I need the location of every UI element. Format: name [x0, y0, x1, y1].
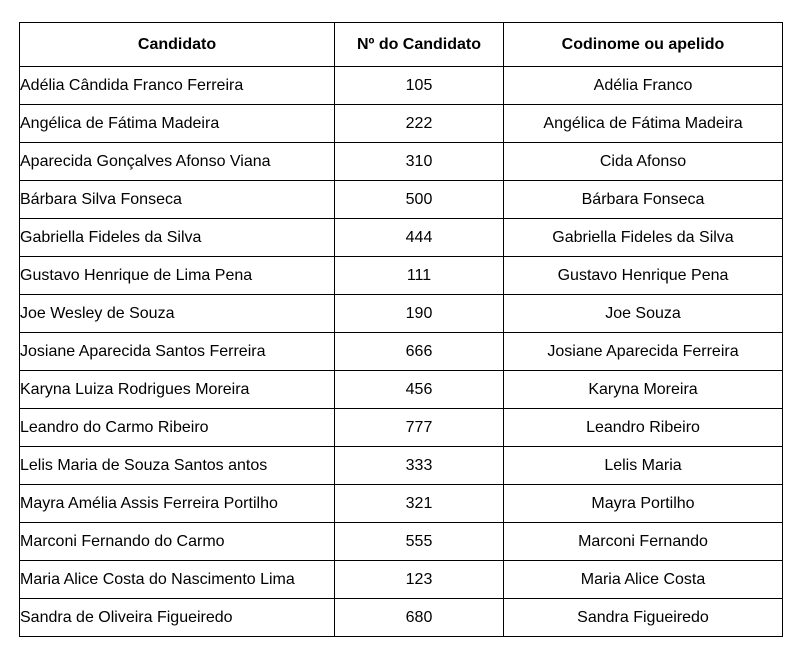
candidate-number-cell: 333 — [335, 447, 504, 485]
candidate-number-cell: 680 — [335, 599, 504, 637]
candidate-number-cell: 190 — [335, 295, 504, 333]
nickname-cell: Joe Souza — [504, 295, 783, 333]
candidate-name-cell: Joe Wesley de Souza — [20, 295, 335, 333]
candidate-number-cell: 222 — [335, 105, 504, 143]
candidate-name-cell: Gabriella Fideles da Silva — [20, 219, 335, 257]
candidate-number-cell: 321 — [335, 485, 504, 523]
candidate-number-cell: 555 — [335, 523, 504, 561]
nickname-cell: Josiane Aparecida Ferreira — [504, 333, 783, 371]
header-candidate-number: Nº do Candidato — [335, 23, 504, 67]
header-candidate: Candidato — [20, 23, 335, 67]
nickname-cell: Sandra Figueiredo — [504, 599, 783, 637]
candidate-number-cell: 310 — [335, 143, 504, 181]
table-row — [20, 447, 783, 485]
candidate-name-cell: Sandra de Oliveira Figueiredo — [20, 599, 335, 637]
candidate-number-cell: 500 — [335, 181, 504, 219]
candidate-name-cell: Marconi Fernando do Carmo — [20, 523, 335, 561]
table-row — [20, 371, 783, 409]
candidate-name-cell: Bárbara Silva Fonseca — [20, 181, 335, 219]
candidates-table — [19, 22, 783, 637]
nickname-cell: Maria Alice Costa — [504, 561, 783, 599]
table-row — [20, 295, 783, 333]
candidate-name-cell: Gustavo Henrique de Lima Pena — [20, 257, 335, 295]
nickname-cell: Karyna Moreira — [504, 371, 783, 409]
candidate-name-cell: Josiane Aparecida Santos Ferreira — [20, 333, 335, 371]
table-row — [20, 143, 783, 181]
table-row — [20, 409, 783, 447]
candidate-name-cell: Karyna Luiza Rodrigues Moreira — [20, 371, 335, 409]
nickname-cell: Gustavo Henrique Pena — [504, 257, 783, 295]
candidate-number-cell: 777 — [335, 409, 504, 447]
nickname-cell: Cida Afonso — [504, 143, 783, 181]
candidate-number-cell: 666 — [335, 333, 504, 371]
candidate-number-cell: 105 — [335, 67, 504, 105]
header-nickname: Codinome ou apelido — [504, 23, 783, 67]
table-row — [20, 333, 783, 371]
candidate-name-cell: Leandro do Carmo Ribeiro — [20, 409, 335, 447]
candidate-number-cell: 111 — [335, 257, 504, 295]
nickname-cell: Lelis Maria — [504, 447, 783, 485]
candidate-name-cell: Angélica de Fátima Madeira — [20, 105, 335, 143]
table-row — [20, 561, 783, 599]
nickname-cell: Mayra Portilho — [504, 485, 783, 523]
candidate-number-cell: 456 — [335, 371, 504, 409]
nickname-cell: Leandro Ribeiro — [504, 409, 783, 447]
table-row — [20, 523, 783, 561]
table-row — [20, 257, 783, 295]
table-row — [20, 181, 783, 219]
candidate-name-cell: Mayra Amélia Assis Ferreira Portilho — [20, 485, 335, 523]
candidate-number-cell: 123 — [335, 561, 504, 599]
candidate-number-cell: 444 — [335, 219, 504, 257]
table-row — [20, 219, 783, 257]
nickname-cell: Gabriella Fideles da Silva — [504, 219, 783, 257]
candidate-name-cell: Adélia Cândida Franco Ferreira — [20, 67, 335, 105]
table-row — [20, 105, 783, 143]
nickname-cell: Adélia Franco — [504, 67, 783, 105]
candidate-name-cell: Lelis Maria de Souza Santos antos — [20, 447, 335, 485]
nickname-cell: Marconi Fernando — [504, 523, 783, 561]
candidate-name-cell: Aparecida Gonçalves Afonso Viana — [20, 143, 335, 181]
table-header — [20, 23, 783, 67]
candidate-name-cell: Maria Alice Costa do Nascimento Lima — [20, 561, 335, 599]
table-row — [20, 599, 783, 637]
table-row — [20, 67, 783, 105]
table-body — [20, 67, 783, 637]
header-row — [20, 23, 783, 67]
nickname-cell: Bárbara Fonseca — [504, 181, 783, 219]
nickname-cell: Angélica de Fátima Madeira — [504, 105, 783, 143]
table-row — [20, 485, 783, 523]
